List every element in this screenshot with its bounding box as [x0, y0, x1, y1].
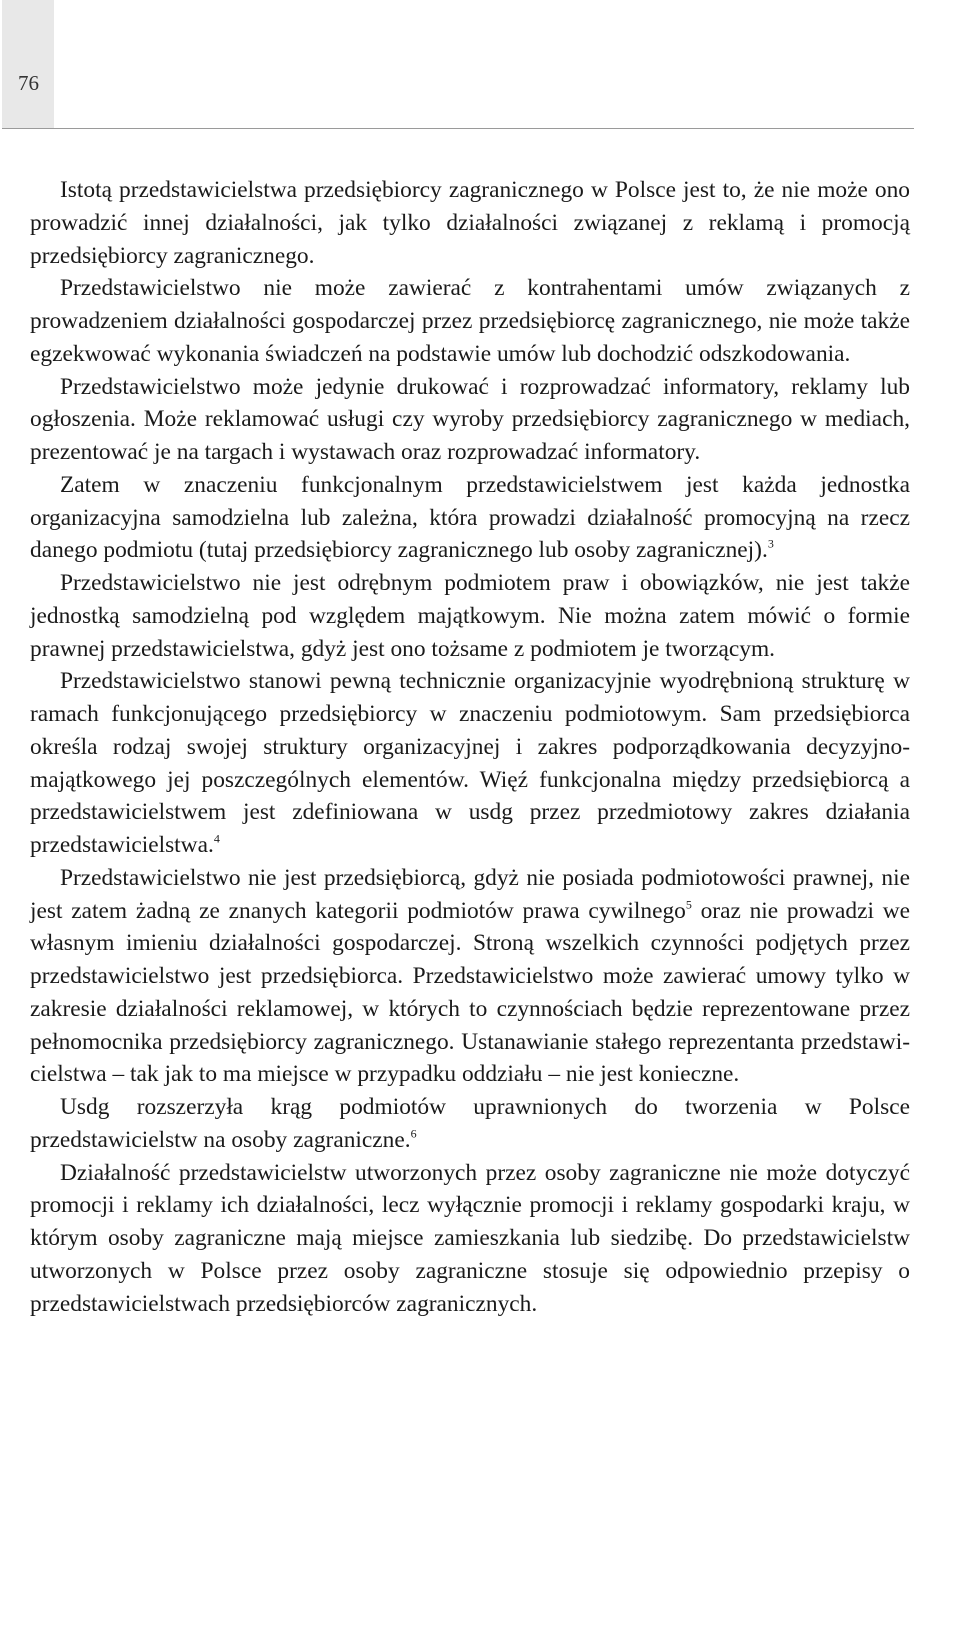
paragraph-text: Istotą przedstawicielstwa przedsiębiorcy zagranicznego w Polsce jest to, że nie może ono prowadzić innej działalności, jak tylko działalności związanej z reklamą i promocją przedsiębiorcy zagranicznego.	[30, 177, 910, 269]
page-number-tab	[2, 0, 54, 128]
paragraph-8	[30, 1091, 910, 1157]
footnote-marker-3[interactable]: 3	[767, 536, 774, 551]
paragraph-text: oraz nie prowadzi we własnym imieniu działalności gospodarczej. Stroną wszelkich czynności podjętych przez przedstawicielstwo jest przedsiębiorca. Przedstawicielstwo może zawierać umowy tylko w zakresie działalności reklamowej, w których to czynnościach będzie reprezentowane przez pełnomocnika przedsiębiorcy zagranicznego. Ustanawianie stałego reprezentanta przedstawicielstwa – tak jak to ma miejsce w przypadku oddziału – nie jest konieczne.	[30, 897, 910, 1088]
paragraph-text: Przedstawicielstwo nie może zawierać z kontrahentami umów związanych z prowadzeniem działalności gospodarczej przez przedsiębiorcę zagranicznego, nie może także egzekwować wykonania świadczeń na podstawie umów lub dochodzić odszkodowania.	[30, 275, 910, 367]
paragraph-1	[30, 174, 910, 272]
paragraph-9	[30, 1157, 910, 1321]
paragraph-5	[30, 567, 910, 665]
paragraph-3	[30, 371, 910, 469]
paragraph-text: Działalność przedstawicielstw utworzonych przez osoby zagraniczne nie może dotyczyć promocji i reklamy ich działalności, lecz wyłącznie promocji i reklamy gospodarki kraju, w którym osoby zagraniczne mają miejsce zamieszkania lub siedzibę. Do przedstawicielstw utworzonych w Polsce przez osoby zagraniczne stosuje się odpowiednio przepisy o przedstawicielstwach przedsiębiorców zagranicznych.	[30, 1159, 910, 1317]
paragraph-6	[30, 665, 910, 862]
paragraph-text: Usdg rozszerzyła krąg podmiotów uprawnionych do tworzenia w Polsce przedstawicielstw na osoby zagraniczne.	[30, 1094, 910, 1153]
paragraph-text: Przedstawicielstwo stanowi pewną technicznie organizacyjnie wyodrębnioną strukturę w ramach funkcjonującego przedsiębiorcy w znaczeniu podmiotowym. Sam przedsiębiorca określa rodzaj swojej struktury organizacyjnej i zakres podporządkowania decyzyjno-majątkowego jej poszczególnych elementów. Więź funkcjonalna między przedsiębiorcą a przedstawicielstwem jest zdefiniowana w usdg przez przedmiotowy zakres działania przedstawicielstwa.	[30, 668, 910, 858]
footnote-marker-6[interactable]: 6	[410, 1126, 417, 1141]
page-number: 76	[18, 71, 39, 95]
paragraph-4	[30, 469, 910, 567]
paragraph-text: Zatem w znaczeniu funkcjonalnym przedstawicielstwem jest każda jednostka organizacyjna samodzielna lub zależna, która prowadzi działalność promocyjną na rzecz danego podmiotu (tutaj przedsiębiorcy zagranicznego lub osoby zagranicznej).	[30, 471, 910, 564]
paragraph-2	[30, 272, 910, 370]
paragraph-7	[30, 862, 910, 1091]
paragraph-text: Przedstawicielstwo może jedynie drukować i rozprowadzać informatory, reklamy lub ogłoszenia. Może reklamować usługi czy wyroby przedsiębiorcy zagranicznego w mediach, prezentować je na targach i wystawach oraz rozprowadzać informatory.	[30, 373, 910, 465]
paragraph-text: Przedstawicielstwo nie jest przedsiębiorcą, gdyż nie posiada podmiotowości prawnej, nie jest zatem żadną ze znanych kategorii podmiotów prawa cywilnego	[30, 864, 910, 924]
header-rule	[2, 128, 914, 129]
body-text	[30, 174, 910, 1320]
footnote-marker-5[interactable]: 5	[685, 896, 692, 911]
paragraph-text: Przedstawicielstwo nie jest odrębnym podmiotem praw i obowiązków, nie jest także jednostką samodzielną pod względem majątkowym. Nie można zatem mówić o formie prawnej przedstawicielstwa, gdyż jest ono tożsame z podmiotem je tworzącym.	[30, 570, 910, 662]
footnote-marker-4[interactable]: 4	[213, 831, 220, 846]
